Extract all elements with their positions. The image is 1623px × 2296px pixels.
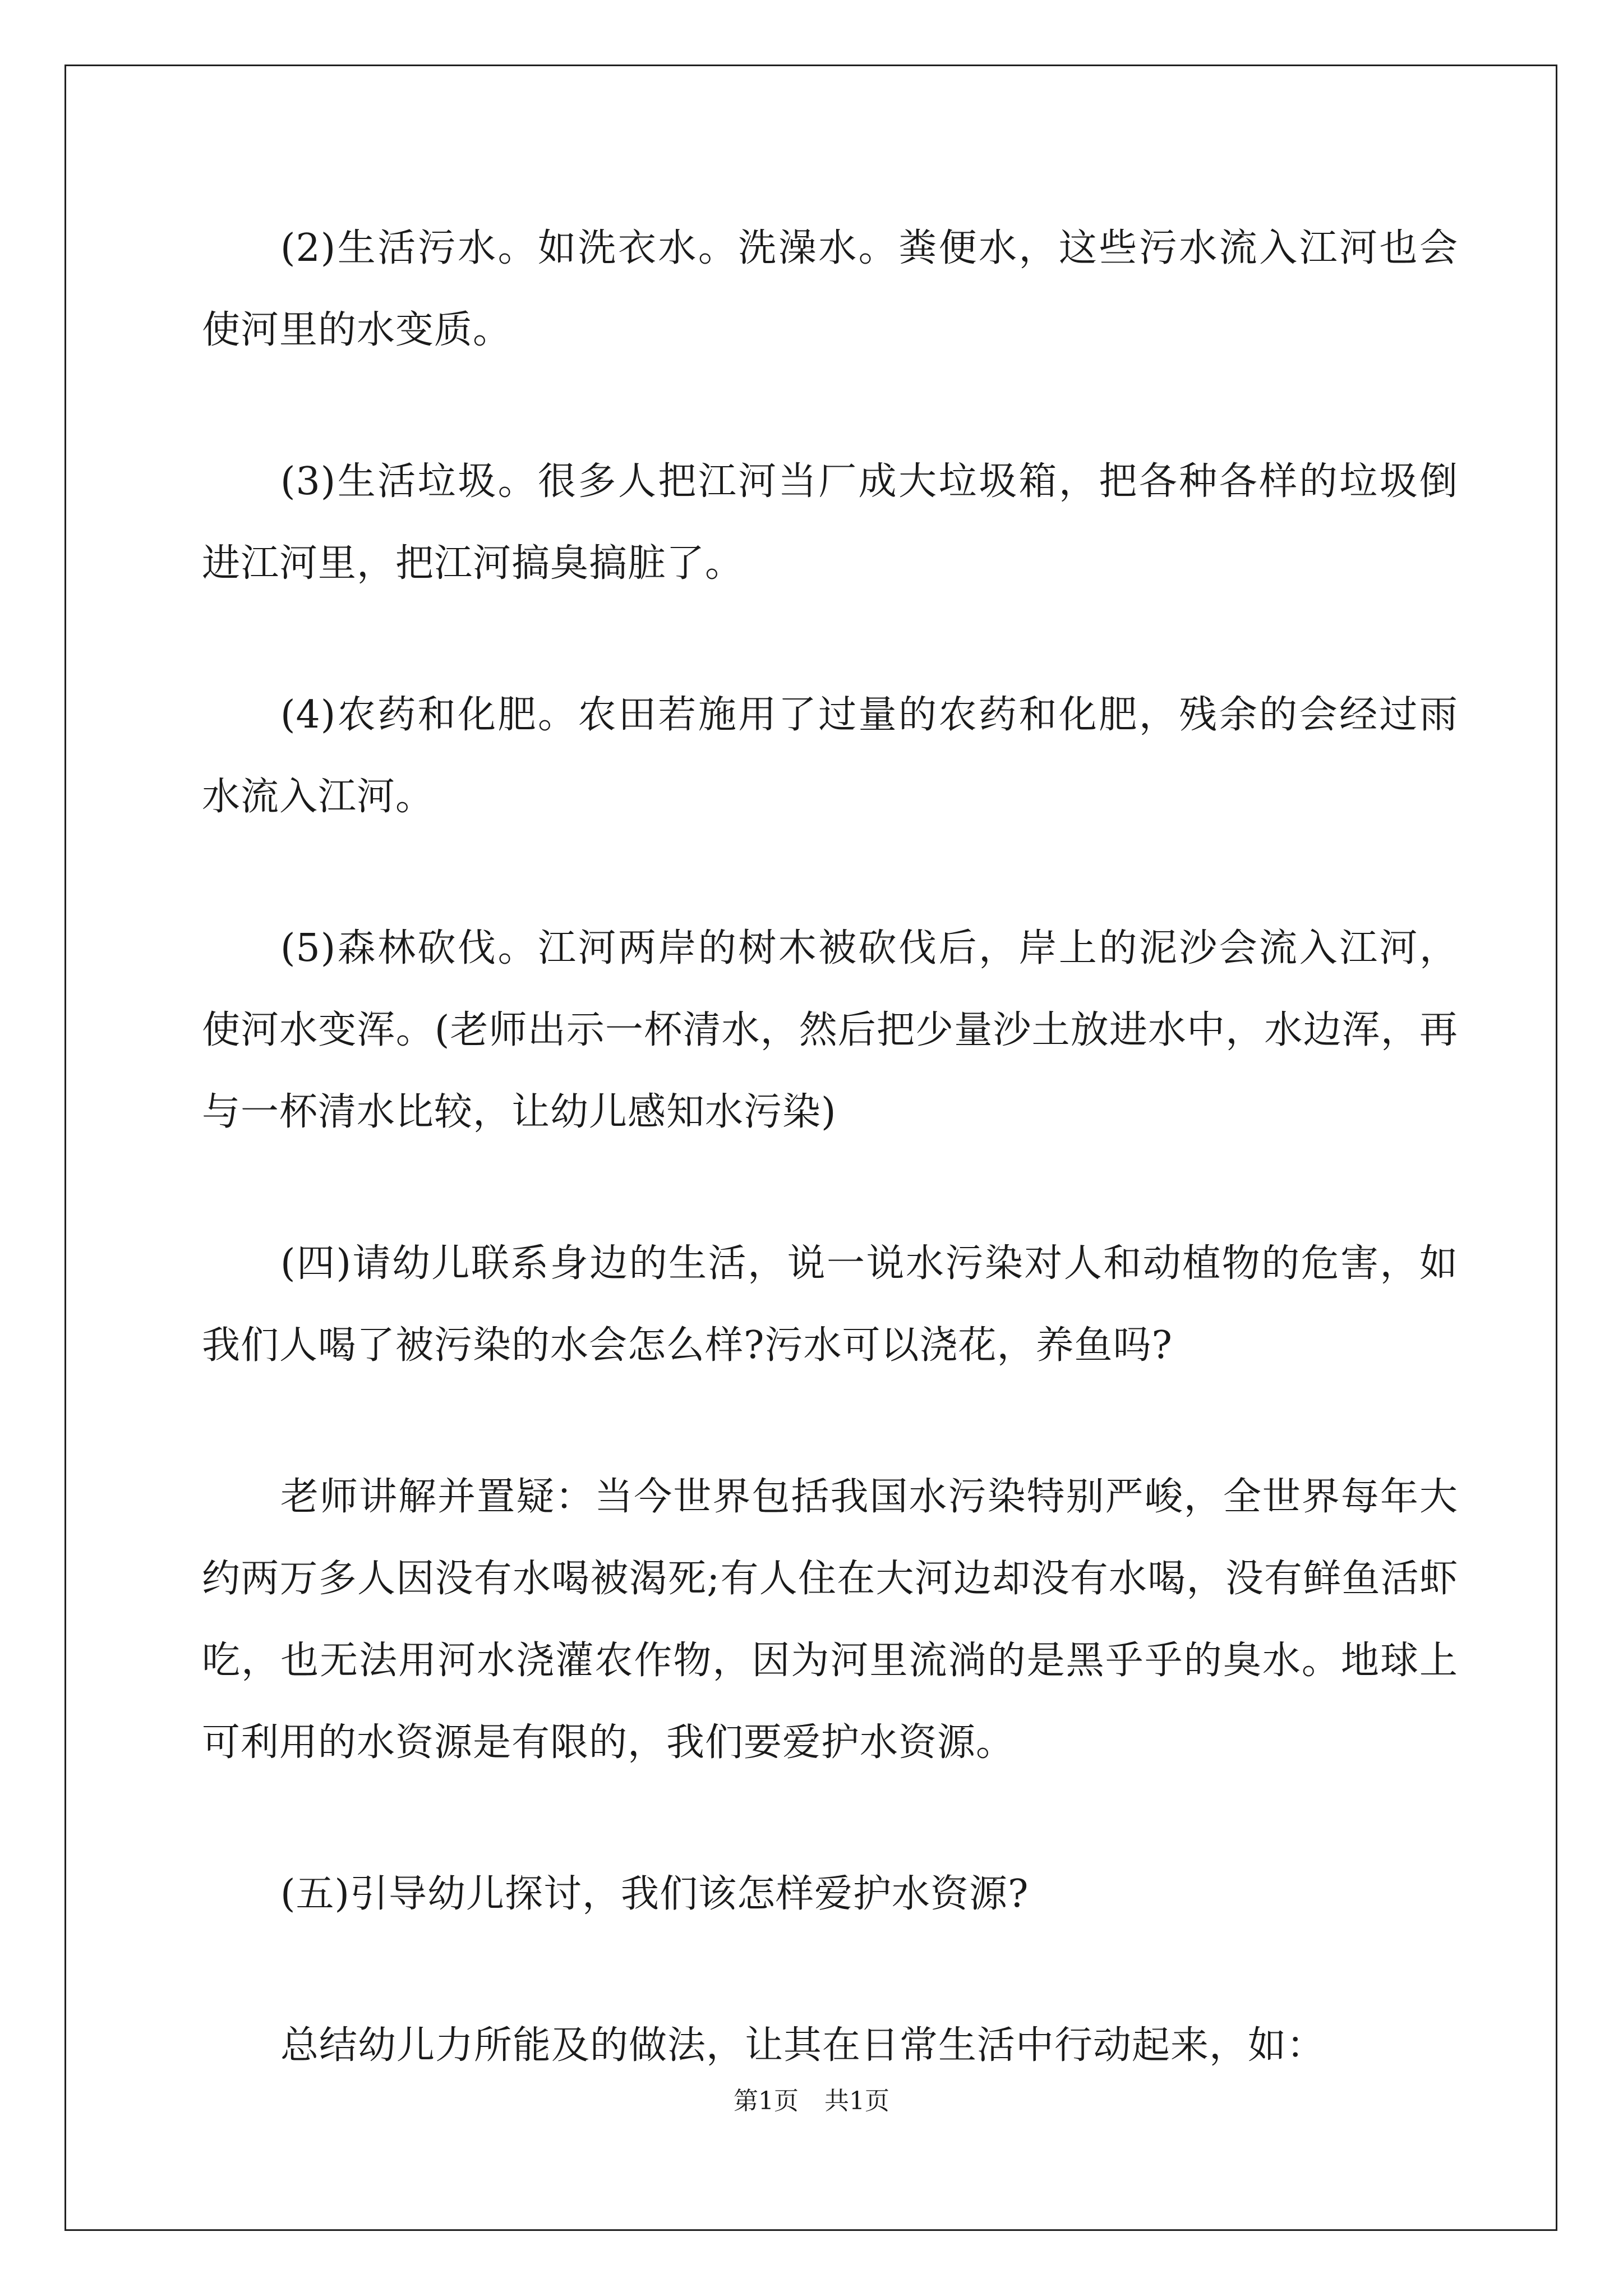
paragraph: 总结幼儿力所能及的做法，让其在日常生活中行动起来，如：: [280, 2023, 1326, 2068]
paragraph: (四)请幼儿联系身边的生活，说一说水污染对人和动植物的危害，如我们人喝了被污染的水会怎么样?污水可以浇花，养鱼吗?: [202, 1241, 1458, 1368]
paragraph: (2)生活污水。如洗衣水。洗澡水。粪便水，这些污水流入江河也会使河里的水变质。: [202, 226, 1458, 352]
page-footer: [0, 2085, 1623, 2118]
paragraph: 老师讲解并置疑：当今世界包括我国水污染特别严峻，全世界每年大约两万多人因没有水喝被渴死;有人住在大河边却没有水喝，没有鲜鱼活虾吃，也无法用河水浇灌农作物，因为河里流淌的是黑乎乎的臭水。地球上可利用的水资源是有限的，我们要爱护水资源。: [202, 1475, 1458, 1765]
paragraph: (4)农药和化肥。农田若施用了过量的农药和化肥，残余的会经过雨水流入江河。: [202, 693, 1458, 819]
document-body: [202, 208, 1458, 2087]
page-total: 共1页: [824, 2087, 889, 2115]
paragraph: (5)森林砍伐。江河两岸的树木被砍伐后，岸上的泥沙会流入江河，使河水变浑。(老师出示一杯清水，然后把少量沙土放进水中，水边浑，再与一杯清水比较，让幼儿感知水污染): [202, 926, 1458, 1134]
paragraph: (五)引导幼儿探讨，我们该怎样爱护水资源?: [280, 1872, 1029, 1916]
page-number: 第1页: [734, 2087, 799, 2115]
paragraph: (3)生活垃圾。很多人把江河当厂成大垃圾箱，把各种各样的垃圾倒进江河里，把江河搞臭搞脏了。: [202, 459, 1458, 586]
